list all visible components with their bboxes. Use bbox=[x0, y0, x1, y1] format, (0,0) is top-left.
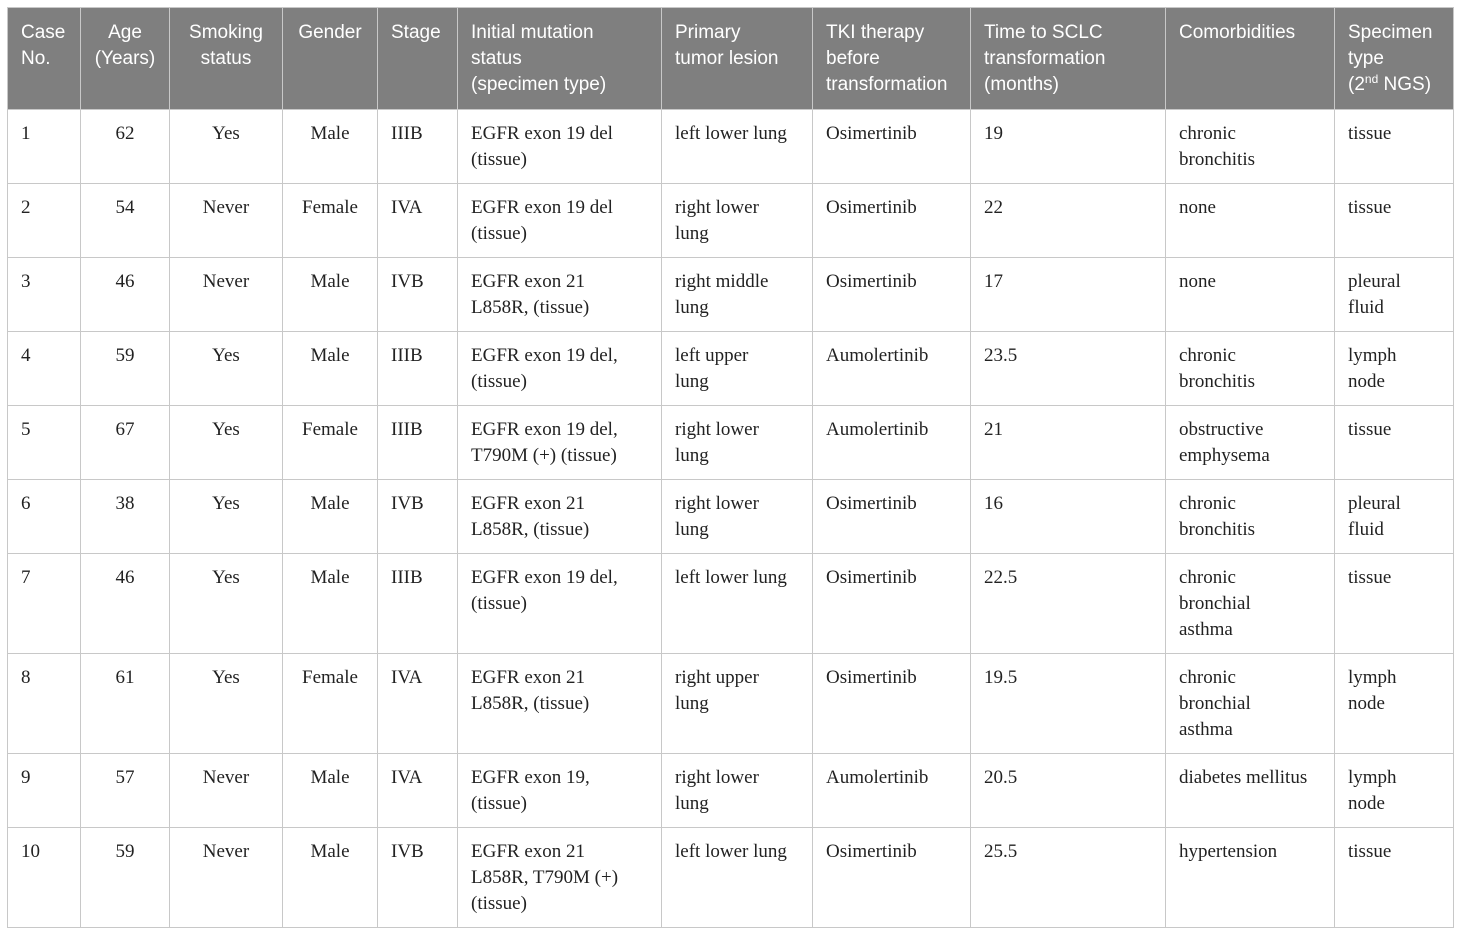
cell-primary-tumor-lesion: left upper lung bbox=[662, 332, 813, 406]
cell-primary-tumor-lesion: right lower lung bbox=[662, 184, 813, 258]
cell-specimen-type: pleural fluid bbox=[1335, 258, 1454, 332]
header-tki-therapy: TKI therapy before transformation bbox=[813, 8, 971, 110]
cell-tki-therapy: Osimertinib bbox=[813, 184, 971, 258]
cell-primary-tumor-lesion: right lower lung bbox=[662, 406, 813, 480]
cell-specimen-type: tissue bbox=[1335, 554, 1454, 654]
cell-age: 67 bbox=[81, 406, 170, 480]
cell-smoking-status: Yes bbox=[170, 654, 283, 754]
cell-gender: Male bbox=[283, 110, 378, 184]
cell-comorbidities: chronic bronchitis bbox=[1166, 480, 1335, 554]
cell-stage: IIIB bbox=[378, 406, 458, 480]
cell-gender: Male bbox=[283, 332, 378, 406]
cell-initial-mutation: EGFR exon 19 del, T790M (+) (tissue) bbox=[458, 406, 662, 480]
cell-specimen-type: tissue bbox=[1335, 184, 1454, 258]
header-stage: Stage bbox=[378, 8, 458, 110]
cell-case-no: 9 bbox=[8, 754, 81, 828]
cell-stage: IVA bbox=[378, 184, 458, 258]
header-time-to-sclc: Time to SCLC transformation (months) bbox=[971, 8, 1166, 110]
cell-time-to-sclc: 19 bbox=[971, 110, 1166, 184]
header-gender: Gender bbox=[283, 8, 378, 110]
header-age: Age (Years) bbox=[81, 8, 170, 110]
table-row bbox=[8, 258, 1454, 332]
cell-time-to-sclc: 22 bbox=[971, 184, 1166, 258]
cell-comorbidities: chronic bronchial asthma bbox=[1166, 554, 1335, 654]
cell-tki-therapy: Osimertinib bbox=[813, 258, 971, 332]
cell-specimen-type: pleural fluid bbox=[1335, 480, 1454, 554]
cell-smoking-status: Never bbox=[170, 184, 283, 258]
cell-age: 46 bbox=[81, 258, 170, 332]
cell-specimen-type: lymph node bbox=[1335, 654, 1454, 754]
header-specimen-type: Specimen type (2nd NGS) bbox=[1335, 8, 1454, 110]
table-body bbox=[8, 110, 1454, 928]
cell-gender: Female bbox=[283, 406, 378, 480]
cell-time-to-sclc: 17 bbox=[971, 258, 1166, 332]
cell-smoking-status: Yes bbox=[170, 480, 283, 554]
cell-comorbidities: diabetes mellitus bbox=[1166, 754, 1335, 828]
table-row bbox=[8, 110, 1454, 184]
cell-initial-mutation: EGFR exon 19 del, (tissue) bbox=[458, 554, 662, 654]
cell-age: 46 bbox=[81, 554, 170, 654]
cell-primary-tumor-lesion: right lower lung bbox=[662, 480, 813, 554]
cell-tki-therapy: Osimertinib bbox=[813, 828, 971, 928]
cell-smoking-status: Never bbox=[170, 258, 283, 332]
cell-stage: IVA bbox=[378, 654, 458, 754]
cell-gender: Male bbox=[283, 754, 378, 828]
cell-time-to-sclc: 25.5 bbox=[971, 828, 1166, 928]
table-row bbox=[8, 332, 1454, 406]
cell-primary-tumor-lesion: left lower lung bbox=[662, 554, 813, 654]
cell-initial-mutation: EGFR exon 19, (tissue) bbox=[458, 754, 662, 828]
table-row bbox=[8, 554, 1454, 654]
patient-table bbox=[7, 7, 1454, 928]
header-row bbox=[8, 8, 1454, 110]
cell-primary-tumor-lesion: right lower lung bbox=[662, 754, 813, 828]
cell-age: 62 bbox=[81, 110, 170, 184]
cell-tki-therapy: Osimertinib bbox=[813, 554, 971, 654]
cell-tki-therapy: Aumolertinib bbox=[813, 332, 971, 406]
cell-primary-tumor-lesion: right upper lung bbox=[662, 654, 813, 754]
table-row bbox=[8, 480, 1454, 554]
cell-gender: Female bbox=[283, 654, 378, 754]
cell-initial-mutation: EGFR exon 19 del, (tissue) bbox=[458, 332, 662, 406]
cell-smoking-status: Never bbox=[170, 828, 283, 928]
cell-age: 59 bbox=[81, 828, 170, 928]
cell-smoking-status: Yes bbox=[170, 332, 283, 406]
cell-age: 54 bbox=[81, 184, 170, 258]
cell-tki-therapy: Osimertinib bbox=[813, 110, 971, 184]
cell-gender: Male bbox=[283, 554, 378, 654]
cell-age: 61 bbox=[81, 654, 170, 754]
cell-gender: Male bbox=[283, 258, 378, 332]
table-row bbox=[8, 828, 1454, 928]
header-smoking-status: Smoking status bbox=[170, 8, 283, 110]
cell-initial-mutation: EGFR exon 21 L858R, (tissue) bbox=[458, 480, 662, 554]
table-row bbox=[8, 184, 1454, 258]
cell-comorbidities: chronic bronchitis bbox=[1166, 332, 1335, 406]
cell-time-to-sclc: 22.5 bbox=[971, 554, 1166, 654]
cell-smoking-status: Yes bbox=[170, 110, 283, 184]
cell-time-to-sclc: 21 bbox=[971, 406, 1166, 480]
cell-comorbidities: none bbox=[1166, 184, 1335, 258]
cell-specimen-type: tissue bbox=[1335, 110, 1454, 184]
cell-gender: Male bbox=[283, 828, 378, 928]
cell-initial-mutation: EGFR exon 21 L858R, (tissue) bbox=[458, 258, 662, 332]
header-comorbidities: Comorbidities bbox=[1166, 8, 1335, 110]
cell-tki-therapy: Osimertinib bbox=[813, 480, 971, 554]
cell-stage: IVA bbox=[378, 754, 458, 828]
cell-initial-mutation: EGFR exon 21 L858R, T790M (+) (tissue) bbox=[458, 828, 662, 928]
cell-case-no: 5 bbox=[8, 406, 81, 480]
cell-stage: IVB bbox=[378, 480, 458, 554]
cell-primary-tumor-lesion: left lower lung bbox=[662, 110, 813, 184]
cell-tki-therapy: Aumolertinib bbox=[813, 406, 971, 480]
table-row bbox=[8, 654, 1454, 754]
cell-case-no: 4 bbox=[8, 332, 81, 406]
cell-tki-therapy: Osimertinib bbox=[813, 654, 971, 754]
cell-smoking-status: Yes bbox=[170, 554, 283, 654]
cell-gender: Female bbox=[283, 184, 378, 258]
cell-stage: IVB bbox=[378, 258, 458, 332]
cell-stage: IIIB bbox=[378, 110, 458, 184]
cell-age: 38 bbox=[81, 480, 170, 554]
cell-smoking-status: Never bbox=[170, 754, 283, 828]
cell-comorbidities: chronic bronchitis bbox=[1166, 110, 1335, 184]
header-initial-mutation-status: Initial mutation status (specimen type) bbox=[458, 8, 662, 110]
cell-comorbidities: none bbox=[1166, 258, 1335, 332]
cell-initial-mutation: EGFR exon 19 del (tissue) bbox=[458, 110, 662, 184]
cell-tki-therapy: Aumolertinib bbox=[813, 754, 971, 828]
cell-gender: Male bbox=[283, 480, 378, 554]
cell-comorbidities: hypertension bbox=[1166, 828, 1335, 928]
cell-stage: IIIB bbox=[378, 554, 458, 654]
cell-specimen-type: lymph node bbox=[1335, 754, 1454, 828]
cell-comorbidities: chronic bronchial asthma bbox=[1166, 654, 1335, 754]
cell-initial-mutation: EGFR exon 21 L858R, (tissue) bbox=[458, 654, 662, 754]
cell-case-no: 3 bbox=[8, 258, 81, 332]
cell-time-to-sclc: 19.5 bbox=[971, 654, 1166, 754]
cell-stage: IIIB bbox=[378, 332, 458, 406]
cell-stage: IVB bbox=[378, 828, 458, 928]
cell-specimen-type: tissue bbox=[1335, 828, 1454, 928]
cell-case-no: 7 bbox=[8, 554, 81, 654]
cell-time-to-sclc: 20.5 bbox=[971, 754, 1166, 828]
cell-primary-tumor-lesion: left lower lung bbox=[662, 828, 813, 928]
cell-comorbidities: obstructive emphysema bbox=[1166, 406, 1335, 480]
cell-age: 57 bbox=[81, 754, 170, 828]
cell-time-to-sclc: 16 bbox=[971, 480, 1166, 554]
cell-specimen-type: tissue bbox=[1335, 406, 1454, 480]
cell-initial-mutation: EGFR exon 19 del (tissue) bbox=[458, 184, 662, 258]
cell-smoking-status: Yes bbox=[170, 406, 283, 480]
cell-time-to-sclc: 23.5 bbox=[971, 332, 1166, 406]
cell-specimen-type: lymph node bbox=[1335, 332, 1454, 406]
header-case-no: Case No. bbox=[8, 8, 81, 110]
table-row bbox=[8, 754, 1454, 828]
cell-case-no: 10 bbox=[8, 828, 81, 928]
cell-primary-tumor-lesion: right middle lung bbox=[662, 258, 813, 332]
cell-case-no: 1 bbox=[8, 110, 81, 184]
cell-case-no: 6 bbox=[8, 480, 81, 554]
cell-case-no: 8 bbox=[8, 654, 81, 754]
cell-age: 59 bbox=[81, 332, 170, 406]
table-row bbox=[8, 406, 1454, 480]
cell-case-no: 2 bbox=[8, 184, 81, 258]
header-primary-tumor-lesion: Primary tumor lesion bbox=[662, 8, 813, 110]
